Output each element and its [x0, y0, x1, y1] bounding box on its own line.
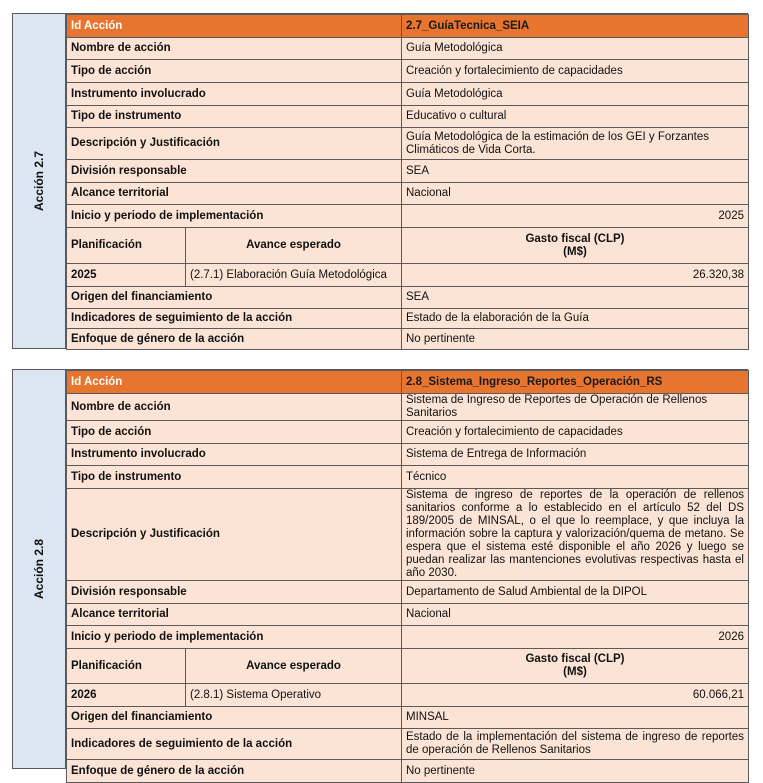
row-nombre [67, 394, 749, 421]
value-origen: SEA [402, 287, 749, 309]
gasto-line2: (M$) [563, 245, 587, 258]
row-tipo-accion [67, 60, 749, 83]
label-division: División responsable [67, 581, 402, 604]
row-alcance [67, 604, 749, 626]
label-avance-esperado: Avance esperado [186, 228, 402, 264]
value-origen: MINSAL [402, 707, 749, 729]
label-tipo-accion: Tipo de acción [67, 421, 402, 444]
value-enfoque: No pertinente [402, 329, 749, 350]
gasto-line1: Gasto fiscal (CLP) [525, 653, 625, 665]
plan-gasto: 26.320,38 [402, 264, 749, 287]
row-planificacion-item [67, 684, 749, 707]
value-indicadores: Estado de la elaboración de la Guía [402, 309, 749, 329]
value-id-accion: 2.7_GuíaTecnica_SEIA [402, 15, 749, 38]
label-nombre: Nombre de acción [67, 38, 402, 60]
row-descripcion [67, 128, 749, 160]
label-tipo-instrumento: Tipo de instrumento [67, 466, 402, 489]
label-origen: Origen del financiamiento [67, 707, 402, 729]
row-id-accion [67, 15, 749, 38]
action-table [66, 370, 749, 783]
plan-avance: (2.8.1) Sistema Operativo [186, 684, 402, 707]
row-origen [67, 287, 749, 309]
value-nombre: Sistema de Ingreso de Reportes de Operación de Rellenos Sanitarios [402, 394, 749, 421]
row-origen [67, 707, 749, 729]
label-id-accion: Id Acción [67, 371, 402, 394]
label-avance-esperado: Avance esperado [186, 649, 402, 684]
label-tipo-accion: Tipo de acción [67, 60, 402, 83]
label-planificacion: Planificación [67, 649, 186, 684]
label-indicadores: Indicadores de seguimiento de la acción [67, 729, 402, 760]
value-inicio: 2025 [402, 205, 749, 228]
row-indicadores [67, 729, 749, 760]
label-indicadores: Indicadores de seguimiento de la acción [67, 309, 402, 329]
value-tipo-instrumento: Educativo o cultural [402, 106, 749, 128]
plan-gasto: 60.066,21 [402, 684, 749, 707]
side-label-cell [13, 370, 66, 768]
row-planificacion-item [67, 264, 749, 287]
row-indicadores [67, 309, 749, 329]
plan-year: 2026 [67, 684, 186, 707]
side-label: Acción 2.7 [32, 150, 46, 212]
value-enfoque: No pertinente [402, 760, 749, 783]
label-origen: Origen del financiamiento [67, 287, 402, 309]
row-enfoque [67, 329, 749, 350]
plan-year: 2025 [67, 264, 186, 287]
value-nombre: Guía Metodológica [402, 38, 749, 60]
value-alcance: Nacional [402, 604, 749, 626]
gasto-line1: Gasto fiscal (CLP) [525, 232, 625, 245]
label-id-accion: Id Acción [67, 15, 402, 38]
label-nombre: Nombre de acción [67, 394, 402, 421]
label-gasto-fiscal [402, 228, 749, 264]
label-tipo-instrumento: Tipo de instrumento [67, 106, 402, 128]
value-instrumento: Guía Metodológica [402, 83, 749, 106]
label-alcance: Alcance territorial [67, 183, 402, 205]
row-instrumento [67, 444, 749, 466]
label-gasto-fiscal [402, 649, 749, 684]
value-id-accion: 2.8_Sistema_Ingreso_Reportes_Operación_RS [402, 371, 749, 394]
label-descripcion: Descripción y Justificación [67, 489, 402, 581]
value-tipo-accion: Creación y fortalecimiento de capacidades [402, 60, 749, 83]
plan-avance: (2.7.1) Elaboración Guía Metodológica [186, 264, 402, 287]
side-label: Acción 2.8 [32, 538, 46, 600]
value-inicio: 2026 [402, 626, 749, 649]
value-tipo-accion: Creación y fortalecimiento de capacidades [402, 421, 749, 444]
row-descripcion [67, 489, 749, 581]
action-table-2-7 [12, 13, 748, 349]
value-division: SEA [402, 160, 749, 183]
row-tipo-instrumento [67, 466, 749, 489]
value-descripcion: Sistema de ingreso de reportes de la operación de rellenos sanitarios conforme a lo establecido en el artículo 52 del DS 189/2005 de MINSAL, o el que lo reemplace, y que incluya la información sobre la captura y valorización/quema de metano. Se espera que el sistema esté disponible el año 2026 y luego se puedan realizar las mantenciones evolutivas respectivas hasta el año 2030. [402, 489, 749, 581]
action-table [66, 14, 749, 350]
gasto-line2: (M$) [563, 666, 587, 678]
label-division: División responsable [67, 160, 402, 183]
row-id-accion [67, 371, 749, 394]
value-descripcion: Guía Metodológica de la estimación de los GEI y Forzantes Climáticos de Vida Corta. [402, 128, 749, 160]
label-inicio: Inicio y periodo de implementación [67, 205, 402, 228]
value-tipo-instrumento: Técnico [402, 466, 749, 489]
row-instrumento [67, 83, 749, 106]
row-planificacion-header [67, 649, 749, 684]
label-instrumento: Instrumento involucrado [67, 83, 402, 106]
row-tipo-accion [67, 421, 749, 444]
row-planificacion-header [67, 228, 749, 264]
row-enfoque [67, 760, 749, 783]
row-inicio [67, 626, 749, 649]
label-inicio: Inicio y periodo de implementación [67, 626, 402, 649]
label-enfoque: Enfoque de género de la acción [67, 329, 402, 350]
row-alcance [67, 183, 749, 205]
label-planificacion: Planificación [67, 228, 186, 264]
action-table-2-8 [12, 369, 748, 777]
label-alcance: Alcance territorial [67, 604, 402, 626]
value-indicadores: Estado de la implementación del sistema de ingreso de reportes de operación de Rellenos Sanitarios [402, 729, 749, 760]
label-descripcion: Descripción y Justificación [67, 128, 402, 160]
row-inicio [67, 205, 749, 228]
row-division [67, 581, 749, 604]
row-division [67, 160, 749, 183]
value-alcance: Nacional [402, 183, 749, 205]
label-enfoque: Enfoque de género de la acción [67, 760, 402, 783]
row-nombre [67, 38, 749, 60]
label-instrumento: Instrumento involucrado [67, 444, 402, 466]
value-instrumento: Sistema de Entrega de Información [402, 444, 749, 466]
side-label-cell [13, 14, 66, 348]
value-division: Departamento de Salud Ambiental de la DIPOL [402, 581, 749, 604]
row-tipo-instrumento [67, 106, 749, 128]
